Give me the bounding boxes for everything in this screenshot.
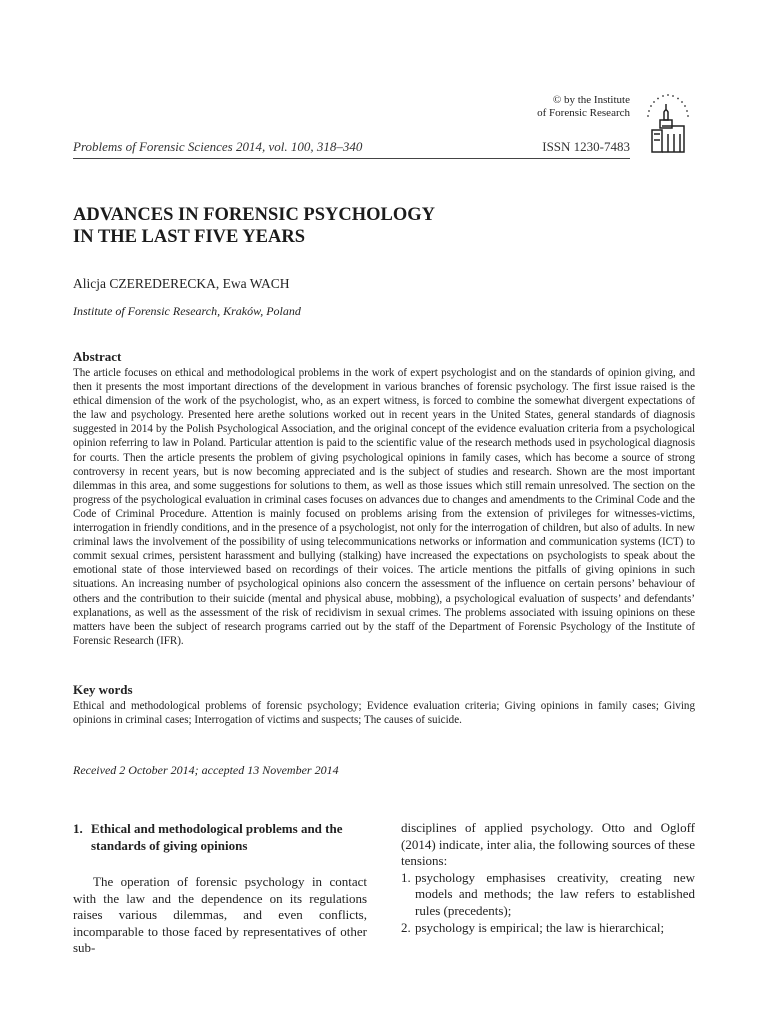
abstract-text: The article focuses on ethical and methodological problems in the work of expert psychologist and on the standards of opinion giving, and then it presents the most important directions of the development in various branches of forensic psychology. The first issue raised is the ethical dimension of the work of the psychologist, who, as an expert witness, is forced to combine the somewhat divergent expectations of the law and psychology. Presented here arethe solutions worked out in recent years in the United States, general standards of diagnosis suggested in 2014 by the Polish Psychological Association, and the original concept of the evidence evaluation criteria from a psychological opinion referring to law in Poland. Particular attention is paid to the scientific value of the research methods used in psychological diagnosis for courts. Then the article presents the problem of giving psychological opinions in family cases, which has become a source of strong controversy in recent years, but is now becoming appreciated and is the subject of studies and research. Shown are the most important dilemmas in this area, and some suggestions for solutions to them, as well as those issues which still remain unresolved. The section on the progress of the psychological evaluation in criminal cases focuses on advances due to changes and amendments to the Criminal Code and the Code of Criminal Procedure. Attention is mainly focused on problems arising from the extension of privileges for witnesses-victims, interrogation in friendly conditions, and in the presence of a psychologist, not only for the interrogation of children, but also of adults. In new criminal laws the involvement of the possibility of using telecommunications networks or information and communication systems (ICT) to commit sexual crimes, persistent harassment and bullying (stalking) have increased the expectations on psychologists to speak about the emotional state of those interviewed based on recordings of their voices. The article mentions the pitfalls of giving opinions in such situations. An increasing number of psychological opinions also concern the assessment of the influence on certain persons’ behaviour of others and the contribution to their suicide (mental and physical abuse, mobbing), a psychological evaluation of suspects’ and defendants’ explanations, as well as the assessment of the risk of recidivism in sexual crimes. The problems associated with issuing opinions on these matters have been the subject of research programs carried out by the staff of the Department of Forensic Psychology of the Institute of Forensic Research (IFR). (73, 367, 695, 647)
keywords-heading: Key words (73, 682, 133, 697)
issn: ISSN 1230-7483 (542, 139, 630, 154)
left-column (73, 820, 367, 957)
list-item (401, 920, 695, 937)
received-dates: Received 2 October 2014; accepted 13 November 2014 (73, 763, 339, 777)
keywords-text: Ethical and methodological problems of forensic psychology; Evidence evaluation criteria; Giving opinions in family cases; Giving opinions in criminal cases; Interrogation of victims and suspects; The causes of suicide. (73, 700, 695, 727)
copyright-line-1: © by the Institute (552, 94, 630, 106)
institute-logo (638, 90, 698, 154)
journal-citation: Problems of Forensic Sciences 2014, vol. 100, 318–340 (73, 139, 363, 154)
list-text: psychology emphasises creativity, creating new models and methods; the law refers to established rules (precedents); (415, 869, 695, 918)
list-text: psychology is empirical; the law is hierarchical; (415, 919, 665, 935)
right-column (401, 820, 695, 936)
article-title (73, 204, 593, 248)
list-item (401, 870, 695, 920)
title-line-1: ADVANCES IN FORENSIC PSYCHOLOGY (73, 205, 436, 225)
authors: Alicja CZEREDERECKA, Ewa WACH (73, 276, 290, 291)
list-number: 2. (401, 919, 411, 935)
title-line-2: IN THE LAST FIVE YEARS (73, 227, 306, 247)
affiliation: Institute of Forensic Research, Kraków, Poland (73, 304, 301, 318)
abstract-heading: Abstract (73, 349, 122, 364)
section-number: 1. (73, 821, 83, 836)
header-divider (73, 158, 630, 159)
section-heading (73, 820, 367, 854)
copyright-line-2: of Forensic Research (537, 107, 630, 119)
list-number: 1. (401, 869, 411, 885)
section-title: Ethical and methodological problems and the standards of giving opinions (91, 821, 343, 853)
tension-list (401, 870, 695, 936)
body-paragraph: disciplines of applied psychology. Otto and Ogloff (2014) indicate, inter alia, the following sources of these tensions: (401, 820, 695, 869)
body-paragraph: The operation of forensic psychology in contact with the law and the dependence on its regulations raises various dilemmas, and even conflicts, incomparable to those faced by representatives of other sub- (73, 874, 367, 956)
copyright-notice (537, 94, 630, 120)
